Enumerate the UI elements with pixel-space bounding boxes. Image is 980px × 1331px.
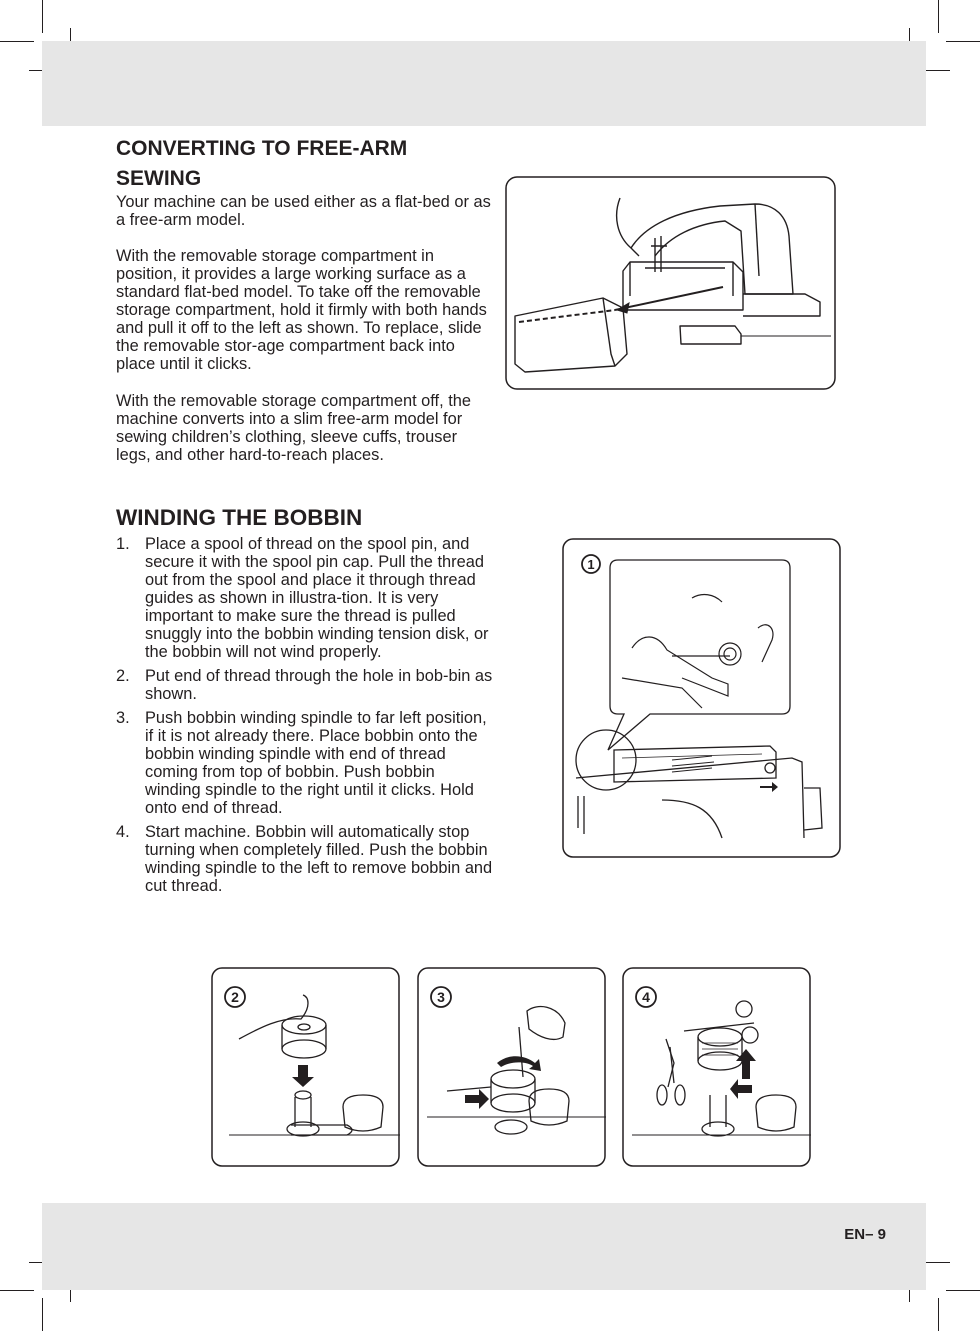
- bobbin-step-2-illustration: [211, 967, 400, 1167]
- crop-mark: [0, 1290, 34, 1291]
- step-number: 3.: [116, 709, 130, 727]
- crop-mark: [946, 1290, 980, 1291]
- paragraph: With the removable storage compartment in position, it provides a large working surface as a standard flat-bed model. To take off the removable storage compartment, hold it firmly with both hands and pull it off to the left as shown. To replace, slide the removable stor-age compartment back into place until it clicks.: [116, 247, 487, 373]
- crop-mark: [42, 0, 43, 33]
- figure-label: 2: [231, 989, 239, 1005]
- list-item: [116, 535, 494, 661]
- step-text: Start machine. Bobbin will automatically stop turning when completely filled. Push the bobbin winding spindle to the left to remove bobbin and cut thread.: [145, 823, 493, 895]
- winding-steps-list: [116, 535, 494, 901]
- step-text: Place a spool of thread on the spool pin, and secure it with the spool pin cap. Pull the thread out from the spool and place it through thread guides as shown in illustra-tion. It is very important to make sure the thread is pulled snuggly into the bobbin winding tension disk, or the bobbin will not wind properly.: [145, 535, 489, 661]
- step-number: 2.: [116, 667, 130, 685]
- header-band: [42, 41, 926, 126]
- crop-mark: [922, 70, 950, 71]
- figure-label: 4: [642, 989, 650, 1005]
- crop-mark: [922, 1262, 950, 1263]
- bobbin-thread-path-illustration: [562, 538, 841, 858]
- bobbin-step-3-illustration: [417, 967, 606, 1167]
- paragraph: Your machine can be used either as a flat-bed or as a free-arm model.: [116, 193, 491, 229]
- bobbin-step-4-illustration: [622, 967, 811, 1167]
- step-text: Put end of thread through the hole in bob-bin as shown.: [145, 667, 493, 703]
- crop-mark: [42, 1298, 43, 1331]
- footer-band: [42, 1203, 926, 1290]
- figure-label: 1: [587, 557, 595, 572]
- crop-mark: [0, 41, 34, 42]
- list-item: [116, 823, 494, 895]
- paragraph: With the removable storage compartment off, the machine converts into a slim free-arm model for sewing children’s clothing, sleeve cuffs, trouser legs, and other hard-to-reach places.: [116, 392, 471, 464]
- crop-mark: [938, 1298, 939, 1331]
- list-item: [116, 667, 494, 703]
- step-text: Push bobbin winding spindle to far left position, if it is not already there. Place bobbin onto the bobbin winding spindle with end of thread coming from top of bobbin. Push bobbin winding spindle to the right until it clicks. Hold onto end of thread.: [145, 709, 487, 817]
- crop-mark: [946, 41, 980, 42]
- step-number: 1.: [116, 535, 130, 553]
- figure-label: 3: [437, 989, 445, 1005]
- page-number: EN– 9: [844, 1226, 886, 1243]
- list-item: [116, 709, 494, 817]
- section-title-converting: CONVERTING TO FREE-ARM SEWING: [116, 137, 408, 190]
- section-title-winding: WINDING THE BOBBIN: [116, 505, 363, 530]
- free-arm-illustration: [505, 176, 836, 390]
- crop-mark: [938, 0, 939, 33]
- step-number: 4.: [116, 823, 130, 841]
